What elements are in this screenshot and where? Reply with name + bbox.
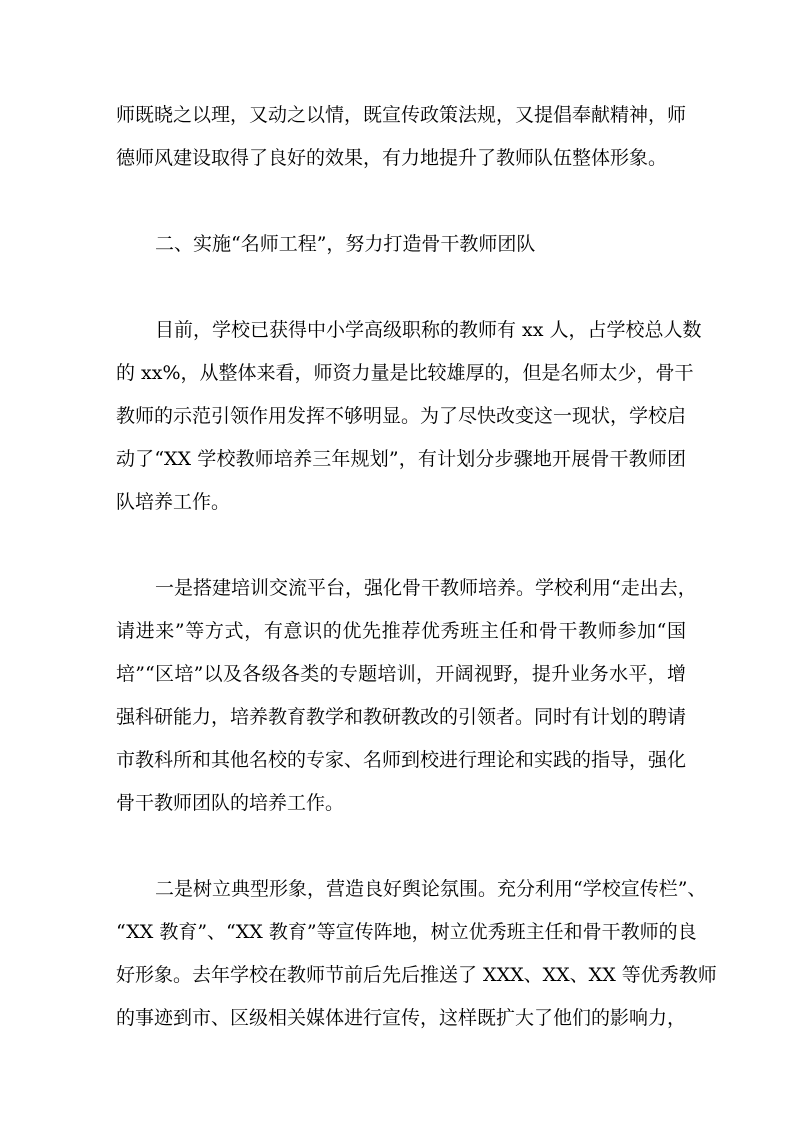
paragraph-line: 市教科所和其他名校的专家、名师到校进行理论和实践的指导，强化 [116, 749, 687, 771]
paragraph-line: 的事迹到市、区级相关媒体进行宣传，这样既扩大了他们的影响力， [116, 1007, 687, 1029]
paragraph-line: 德师风建设取得了良好的效果，有力地提升了教师队伍整体形象。 [116, 147, 668, 169]
paragraph-line: 请进来”等方式，有意识的优先推荐优秀班主任和骨干教师参加“国 [116, 620, 686, 642]
paragraph-line: 的 xx%，从整体来看，师资力量是比较雄厚的，但是名师太少，骨干 [116, 362, 694, 384]
paragraph-line: 培”“区培”以及各级各类的专题培训，开阔视野，提升业务水平，增 [116, 663, 686, 685]
paragraph-line: 教师的示范引领作用发挥不够明显。为了尽快改变这一现状，学校启 [116, 405, 687, 427]
paragraph-line: 目前，学校已获得中小学高级职称的教师有 xx 人，占学校总人数 [155, 319, 702, 341]
paragraph-line: 一是搭建培训交流平台，强化骨干教师培养。学校利用“走出去， [155, 577, 697, 599]
paragraph-line: 骨干教师团队的培养工作。 [116, 792, 345, 814]
paragraph-line: “XX 教育”、“XX 教育”等宣传阵地，树立优秀班主任和骨干教师的良 [116, 921, 697, 943]
paragraph-line: 强科研能力，培养教育教学和教研教改的引领者。同时有计划的聘请 [116, 706, 687, 728]
paragraph-line: 动了“XX 学校教师培养三年规划”，有计划分步骤地开展骨干教师团 [116, 448, 686, 470]
paragraph-line: 师既晓之以理，又动之以情，既宣传政策法规，又提倡奉献精神，师 [116, 104, 687, 126]
paragraph-line: 好形象。去年学校在教师节前后先后推送了 XXX、XX、XX 等优秀教师 [116, 964, 717, 986]
paragraph-line: 队培养工作。 [116, 491, 231, 513]
paragraph-line: 二是树立典型形象，营造良好舆论氛围。充分利用“学校宣传栏”、 [155, 878, 707, 900]
section-heading: 二、实施“名师工程”，努力打造骨干教师团队 [155, 233, 536, 255]
